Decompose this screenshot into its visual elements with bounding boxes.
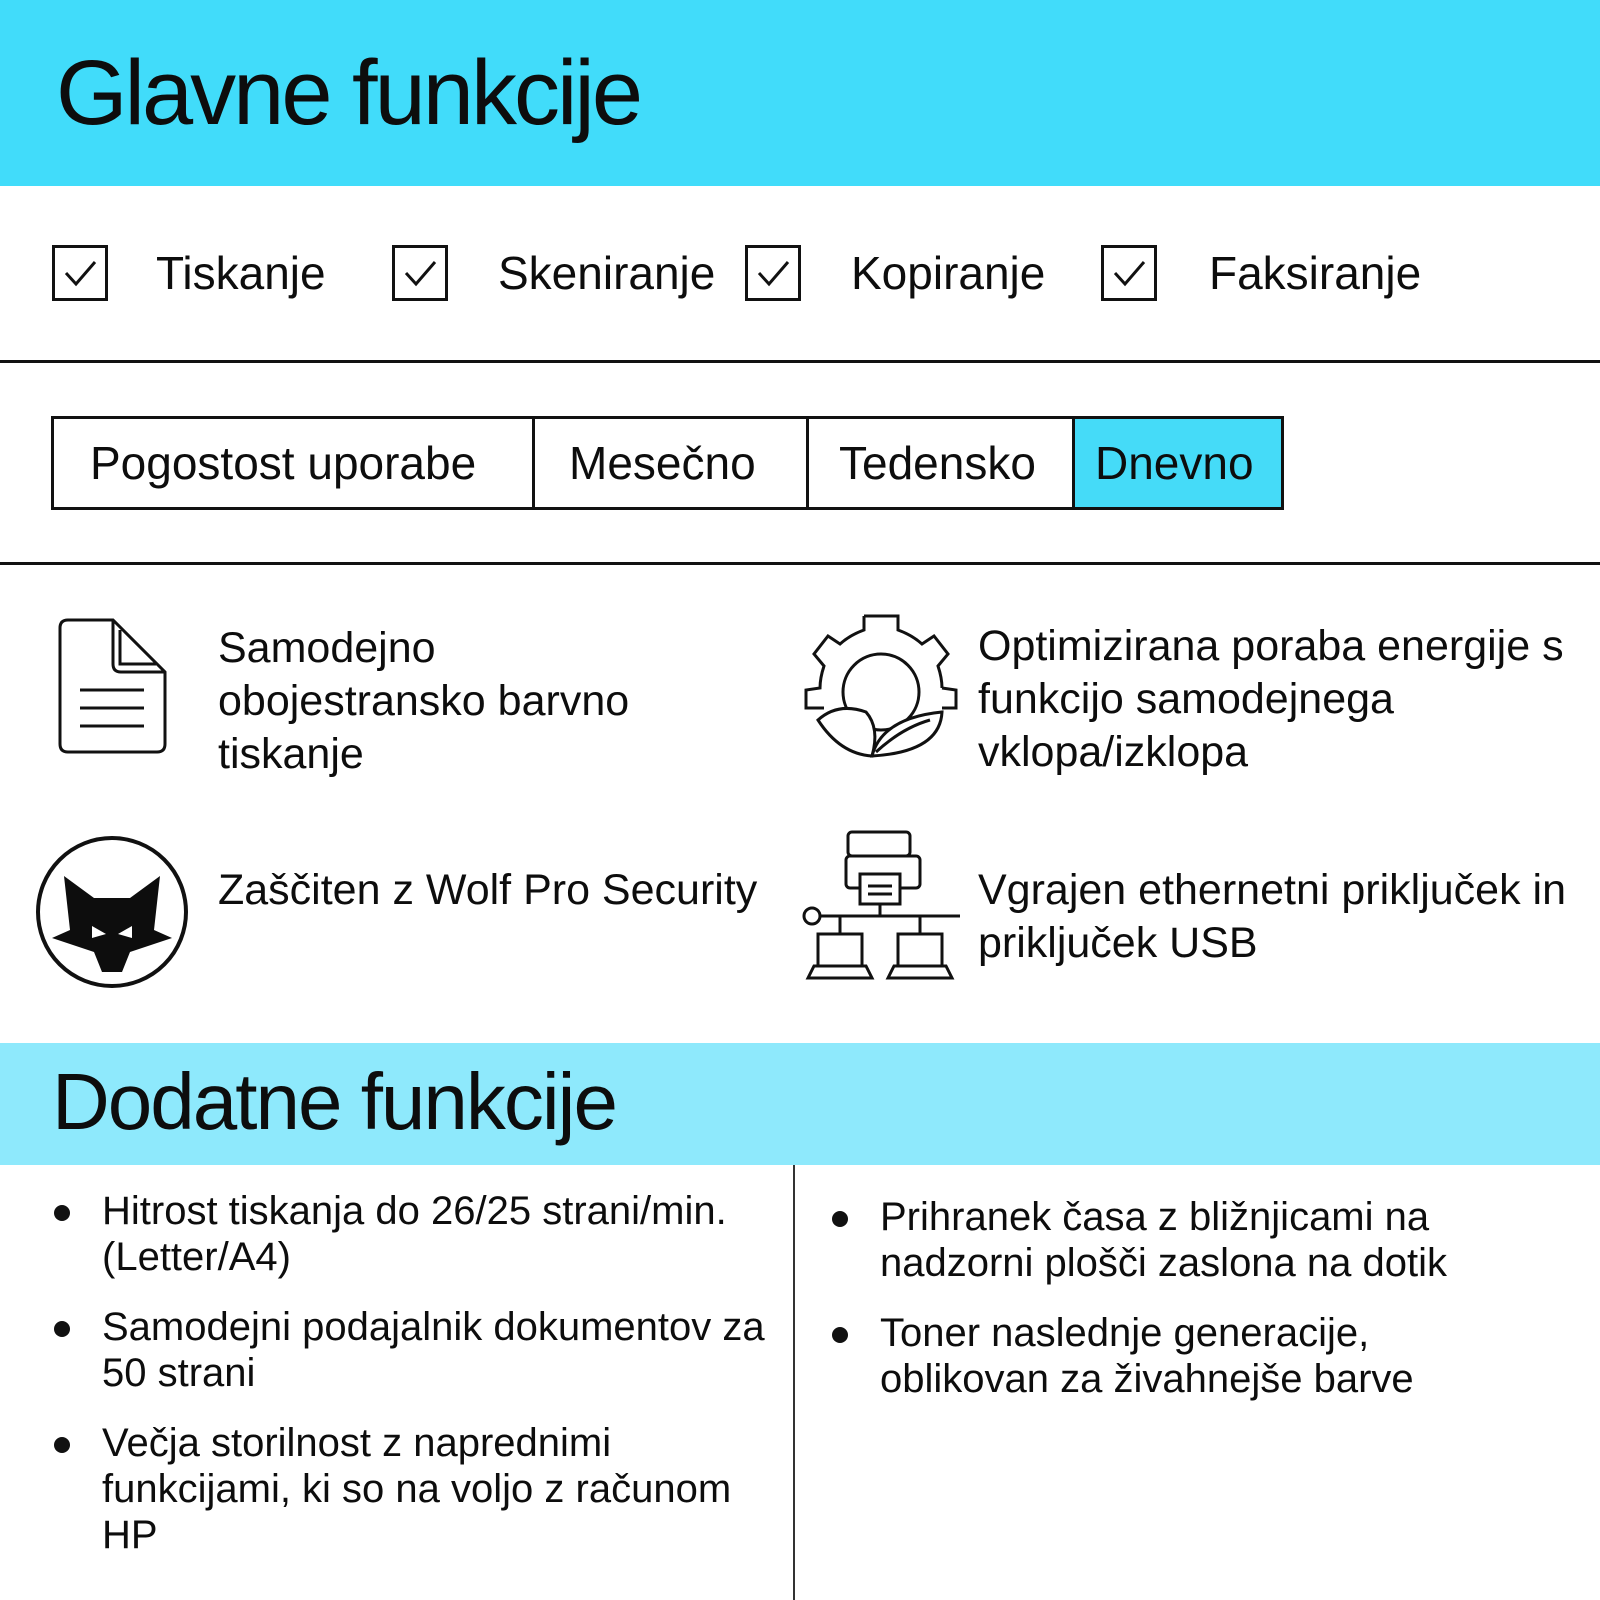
function-label: Faksiranje — [1209, 247, 1422, 299]
function-skeniranje[interactable] — [392, 240, 715, 306]
function-tiskanje[interactable] — [52, 240, 326, 306]
checkbox-skeniranje[interactable] — [392, 245, 448, 301]
list-item: Prihranek časa z bližnjicami na nadzorni plošči zaslona na dotik — [830, 1194, 1530, 1286]
divider-line — [0, 562, 1600, 565]
usage-frequency-selector — [51, 416, 1284, 510]
feature-energy-text: Optimizirana poraba energije s funkcijo samodejnega vklopa/izklopa — [978, 622, 1564, 776]
list-item: Samodejni podajalnik dokumentov za 50 strani — [52, 1304, 772, 1396]
feature-duplex-text: Samodejno obojestransko barvno tiskanje — [218, 624, 630, 778]
list-item: Hitrost tiskanja do 26/25 strani/min. (Letter/A4) — [52, 1188, 772, 1280]
network-printer-icon — [800, 828, 962, 984]
wolf-security-icon — [34, 834, 190, 990]
page-title: Glavne funkcije — [56, 42, 640, 144]
feature-connectivity-text: Vgrajen ethernetni priključek in priključek USB — [978, 866, 1566, 967]
checkmark-icon — [1109, 253, 1149, 293]
column-divider — [793, 1165, 795, 1600]
function-label: Tiskanje — [156, 247, 326, 299]
additional-list-left — [52, 1188, 772, 1582]
function-faksiranje[interactable] — [1101, 240, 1421, 306]
list-item: Večja storilnost z naprednimi funkcijami, ki so na voljo z računom HP — [52, 1420, 772, 1558]
additional-list-right — [830, 1194, 1530, 1426]
usage-option-monthly[interactable]: Mesečno — [532, 419, 806, 507]
eco-gear-icon — [802, 608, 960, 766]
checkmark-icon — [60, 253, 100, 293]
function-label: Kopiranje — [851, 247, 1046, 299]
usage-option-daily[interactable]: Dnevno — [1072, 419, 1281, 507]
checkbox-kopiranje[interactable] — [745, 245, 801, 301]
divider-line — [0, 360, 1600, 363]
list-item: Toner naslednje generacije, oblikovan za živahnejše barve — [830, 1310, 1530, 1402]
document-icon — [58, 618, 168, 754]
function-kopiranje[interactable] — [745, 240, 1045, 306]
usage-label: Pogostost uporabe — [90, 437, 477, 489]
checkbox-faksiranje[interactable] — [1101, 245, 1157, 301]
additional-features-title: Dodatne funkcije — [52, 1057, 616, 1146]
checkmark-icon — [753, 253, 793, 293]
feature-security-text: Zaščiten z Wolf Pro Security — [218, 866, 758, 914]
function-label: Skeniranje — [498, 247, 716, 299]
checkbox-tiskanje[interactable] — [52, 245, 108, 301]
usage-option-weekly[interactable]: Tedensko — [806, 419, 1072, 507]
checkmark-icon — [400, 253, 440, 293]
